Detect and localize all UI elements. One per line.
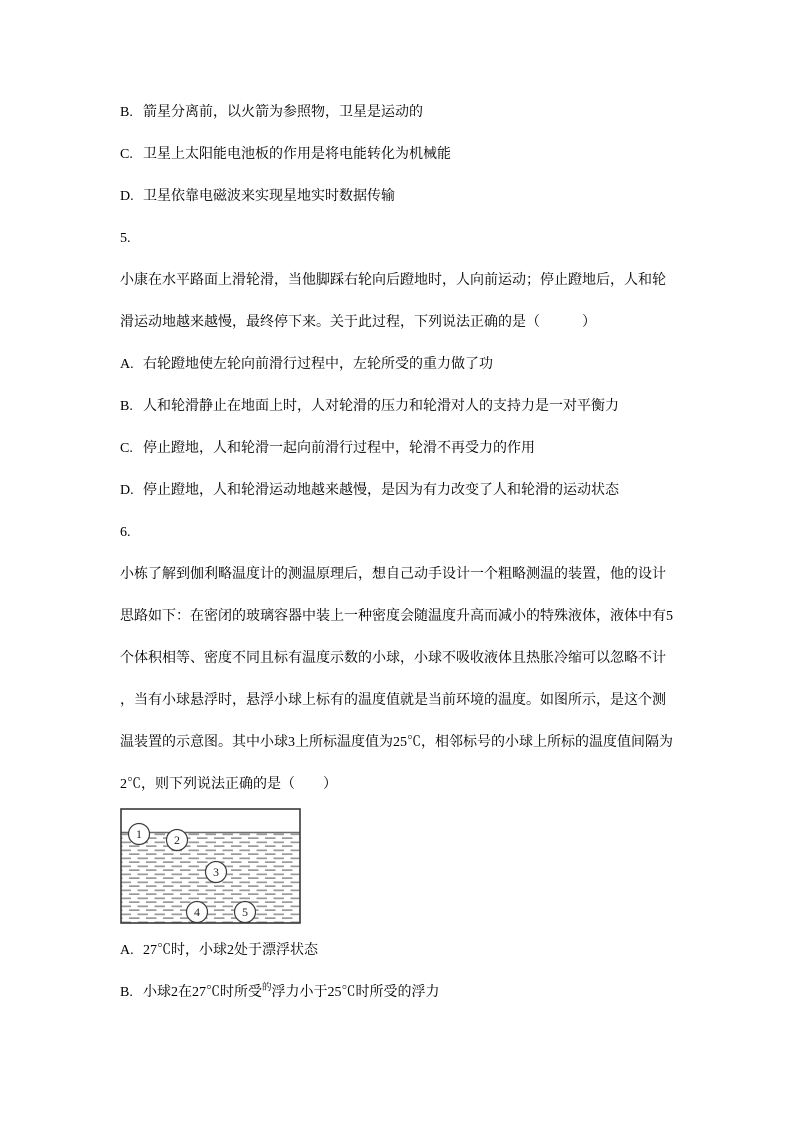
ball-1 [129, 824, 150, 845]
ball-1-label: 1 [136, 827, 142, 841]
q5-option-c-text: 停止蹬地，人和轮滑一起向前滑行过程中，轮滑不再受力的作用 [143, 441, 535, 456]
q4-option-b-text: 箭星分离前，以火箭为参照物，卫星是运动的 [143, 105, 423, 120]
q5-option-d-label: D. [120, 483, 134, 498]
q5-option-b [120, 386, 680, 428]
q5-option-a [120, 344, 680, 386]
q5-option-d-text: 停止蹬地，人和轮滑运动地越来越慢，是因为有力改变了人和轮滑的运动状态 [143, 483, 619, 498]
q4-option-c-text: 卫星上太阳能电池板的作用是将电能转化为机械能 [143, 147, 451, 162]
q5-option-c-label: C. [120, 441, 133, 456]
thermometer-device-figure [120, 808, 680, 924]
ball-3-label: 3 [213, 865, 219, 879]
q6-option-b [120, 972, 680, 1014]
q5-option-b-text: 人和轮滑静止在地面上时，人对轮滑的压力和轮滑对人的支持力是一对平衡力 [143, 399, 619, 414]
q6-stem-line-3: 个体积相等、密度不同且标有温度示数的小球，小球不吸收液体且热胀冷缩可以忽略不计 [120, 651, 666, 666]
q6-stem-line-4: ，当有小球悬浮时，悬浮小球上标有的温度值就是当前环境的温度。如图所示，是这个测 [120, 693, 666, 708]
q4-option-c [120, 134, 680, 176]
ball-4-label: 4 [194, 905, 200, 919]
q6-option-b-text-prefix: 小球2在27℃时所受 [143, 985, 262, 1000]
q5-stem-line-1: 小康在水平路面上滑轮滑，当他脚踩右轮向后蹬地时，人向前运动；停止蹬地后，人和轮 [120, 273, 666, 288]
q6-option-b-text [143, 972, 440, 1014]
q5-number: 5. [120, 231, 131, 246]
q6-number: 6. [120, 525, 131, 540]
ball-5-label: 5 [242, 905, 248, 919]
q5-option-b-label: B. [120, 399, 133, 414]
q5-option-a-label: A. [120, 357, 134, 372]
q4-option-d-label: D. [120, 189, 134, 204]
q6-stem-line-5: 温装置的示意图。其中小球3上所标温度值为25℃，相邻标号的小球上所标的温度值间隔为 [120, 735, 673, 750]
q6-stem-line-2: 思路如下：在密闭的玻璃容器中装上一种密度会随温度升高而减小的特殊液体，液体中有5 [120, 609, 673, 624]
ball-5 [235, 902, 256, 923]
thermometer-device-svg [120, 808, 301, 924]
q4-option-d-text: 卫星依靠电磁波来实现星地实时数据传输 [143, 189, 395, 204]
q6-option-a-label: A. [120, 943, 134, 958]
ball-2 [167, 830, 188, 851]
exam-content [120, 0, 680, 1014]
q4-option-c-label: C. [120, 147, 133, 162]
ball-4 [187, 902, 208, 923]
q4-option-b-label: B. [120, 105, 133, 120]
q6-option-b-text-suffix: 浮力小于25℃时所受的浮力 [271, 985, 440, 1000]
ball-3 [206, 862, 227, 883]
q6-stem-line-1: 小栋了解到伽利略温度计的测温原理后，想自己动手设计一个粗略测温的装置，他的设计 [120, 567, 666, 582]
q4-option-b [120, 92, 680, 134]
q5-stem-line-2: 滑运动地越来越慢，最终停下来。关于此过程，下列说法正确的是（ ） [120, 315, 596, 330]
q6-stem-line-6: 2℃，则下列说法正确的是（ ） [120, 777, 337, 792]
ball-2-label: 2 [174, 833, 180, 847]
q5-option-a-text: 右轮蹬地使左轮向前滑行过程中，左轮所受的重力做了功 [143, 357, 493, 372]
q6-option-a-text: 27℃时，小球2处于漂浮状态 [143, 943, 318, 958]
q5-option-d [120, 470, 680, 512]
q6-option-b-label: B. [120, 985, 133, 1000]
q6-option-b-superscript-de: 的 [262, 983, 272, 993]
q4-option-d [120, 176, 680, 218]
q6-option-a [120, 930, 680, 972]
q5-option-c [120, 428, 680, 470]
